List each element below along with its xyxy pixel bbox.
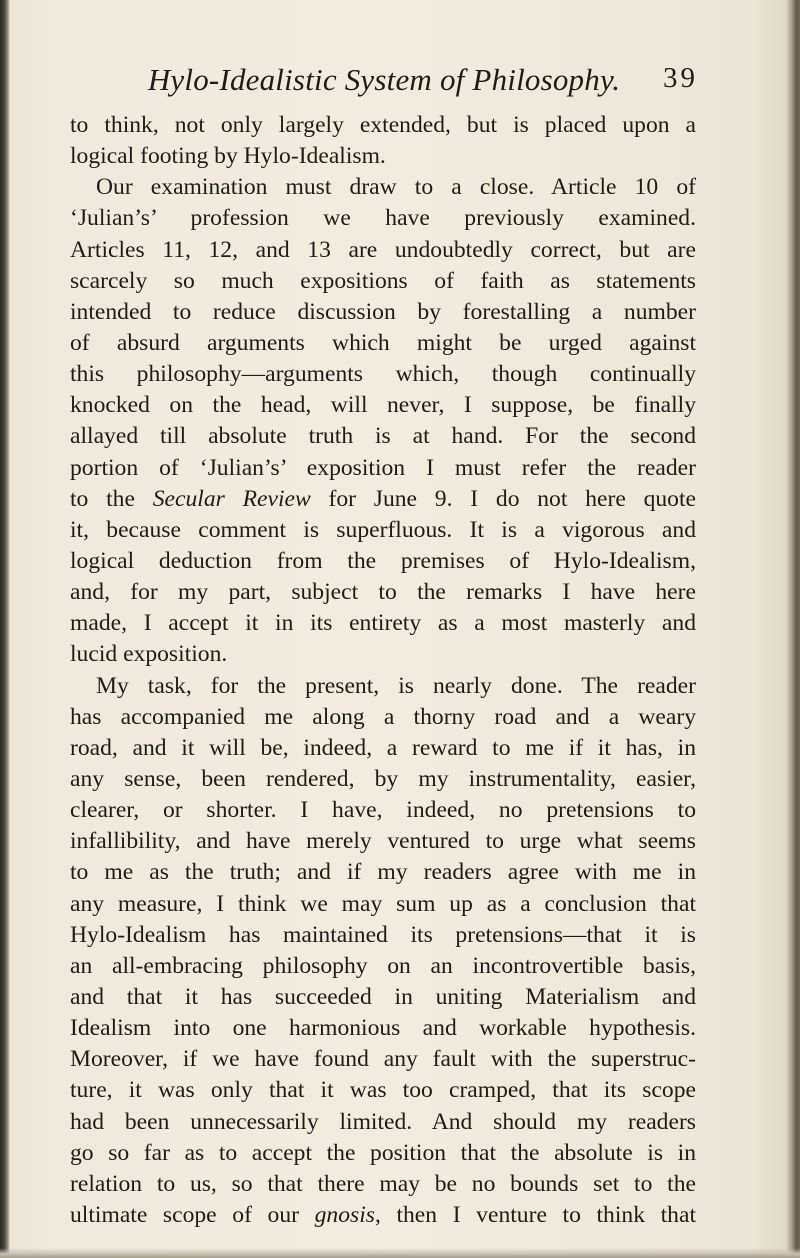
journal-title-secular-review: Secular Review [152, 485, 311, 512]
page-bottom-edge [0, 1248, 800, 1258]
text-line: has accompanied me along a thorny road and a weary [70, 703, 696, 730]
text-line: any measure, I think we may sum up as a conclusion that [70, 890, 696, 917]
text-line: ture, it was only that it was too cramped, that its scope [70, 1077, 696, 1104]
text-line: Hylo-Idealism has maintained its pretensions—that it is [70, 921, 696, 948]
text-line [70, 484, 696, 515]
text-line: portion of ‘Julian’s’ exposition I must refer the reader [70, 454, 696, 481]
text-line: Articles 11, 12, and 13 are undoubtedly correct, but are [70, 236, 696, 263]
text-fragment: for June 9. I do not here quote [310, 485, 696, 512]
text-line: logical footing by Hylo-Idealism. [70, 143, 386, 170]
text-line: to think, not only largely extended, but is placed upon a [70, 112, 696, 138]
text-line: to me as the truth; and if my readers agree with me in [70, 859, 696, 886]
text-fragment: ultimate scope of our [70, 1201, 315, 1228]
text-line: relation to us, so that there may be no bounds set to the [70, 1170, 696, 1197]
text-line: of absurd arguments which might be urged against [70, 329, 696, 356]
body-text [70, 110, 696, 1231]
running-head [70, 62, 698, 106]
text-line: allayed till absolute truth is at hand. For the second [70, 423, 696, 450]
text-line: infallibility, and have merely ventured to urge what seems [70, 828, 696, 855]
text-fragment: to the [70, 485, 153, 512]
text-line: and, for my part, subject to the remarks I have here [70, 579, 696, 606]
running-head-title: Hylo-Idealistic System of Philosophy. [147, 62, 621, 97]
text-line: clearer, or shorter. I have, indeed, no pretensions to [70, 797, 696, 824]
text-line: any sense, been rendered, by my instrumentality, easier, [70, 765, 696, 792]
text-line: Our examination must draw to a close. Article 10 of [96, 174, 696, 201]
text-fragment: , then I venture to think that [374, 1201, 697, 1228]
text-line: lucid exposition. [70, 641, 228, 668]
text-line: road, and it will be, indeed, a reward to me if it has, in [70, 734, 696, 761]
page-outer-edge [786, 0, 800, 1258]
text-line: Moreover, if we have found any fault with the superstruc- [70, 1046, 696, 1073]
page-binding-edge [0, 0, 10, 1258]
text-line: this philosophy—arguments which, though continually [70, 361, 696, 388]
text-line [70, 1200, 696, 1231]
text-line: made, I accept it in its entirety as a most masterly and [70, 610, 696, 637]
term-gnosis: gnosis [314, 1201, 375, 1228]
text-line: My task, for the present, is nearly done. The reader [96, 672, 696, 699]
text-line: and that it has succeeded in uniting Materialism and [70, 983, 696, 1010]
page-number: 39 [663, 62, 698, 94]
text-line: scarcely so much expositions of faith as statements [70, 267, 696, 294]
text-line: intended to reduce discussion by forestalling a number [70, 298, 696, 325]
text-line: logical deduction from the premises of Hylo-Idealism, [70, 547, 696, 574]
text-line: it, because comment is superfluous. It is a vigorous and [70, 516, 696, 543]
text-line: go so far as to accept the position that the absolute is in [70, 1139, 696, 1166]
text-line: knocked on the head, will never, I suppose, be finally [70, 392, 696, 419]
text-line: an all-embracing philosophy on an incontrovertible basis, [70, 952, 696, 979]
text-line: ‘Julian’s’ profession we have previously examined. [70, 205, 696, 232]
text-line: had been unnecessarily limited. And should my readers [70, 1108, 696, 1135]
text-line: Idealism into one harmonious and workable hypothesis. [70, 1015, 696, 1042]
